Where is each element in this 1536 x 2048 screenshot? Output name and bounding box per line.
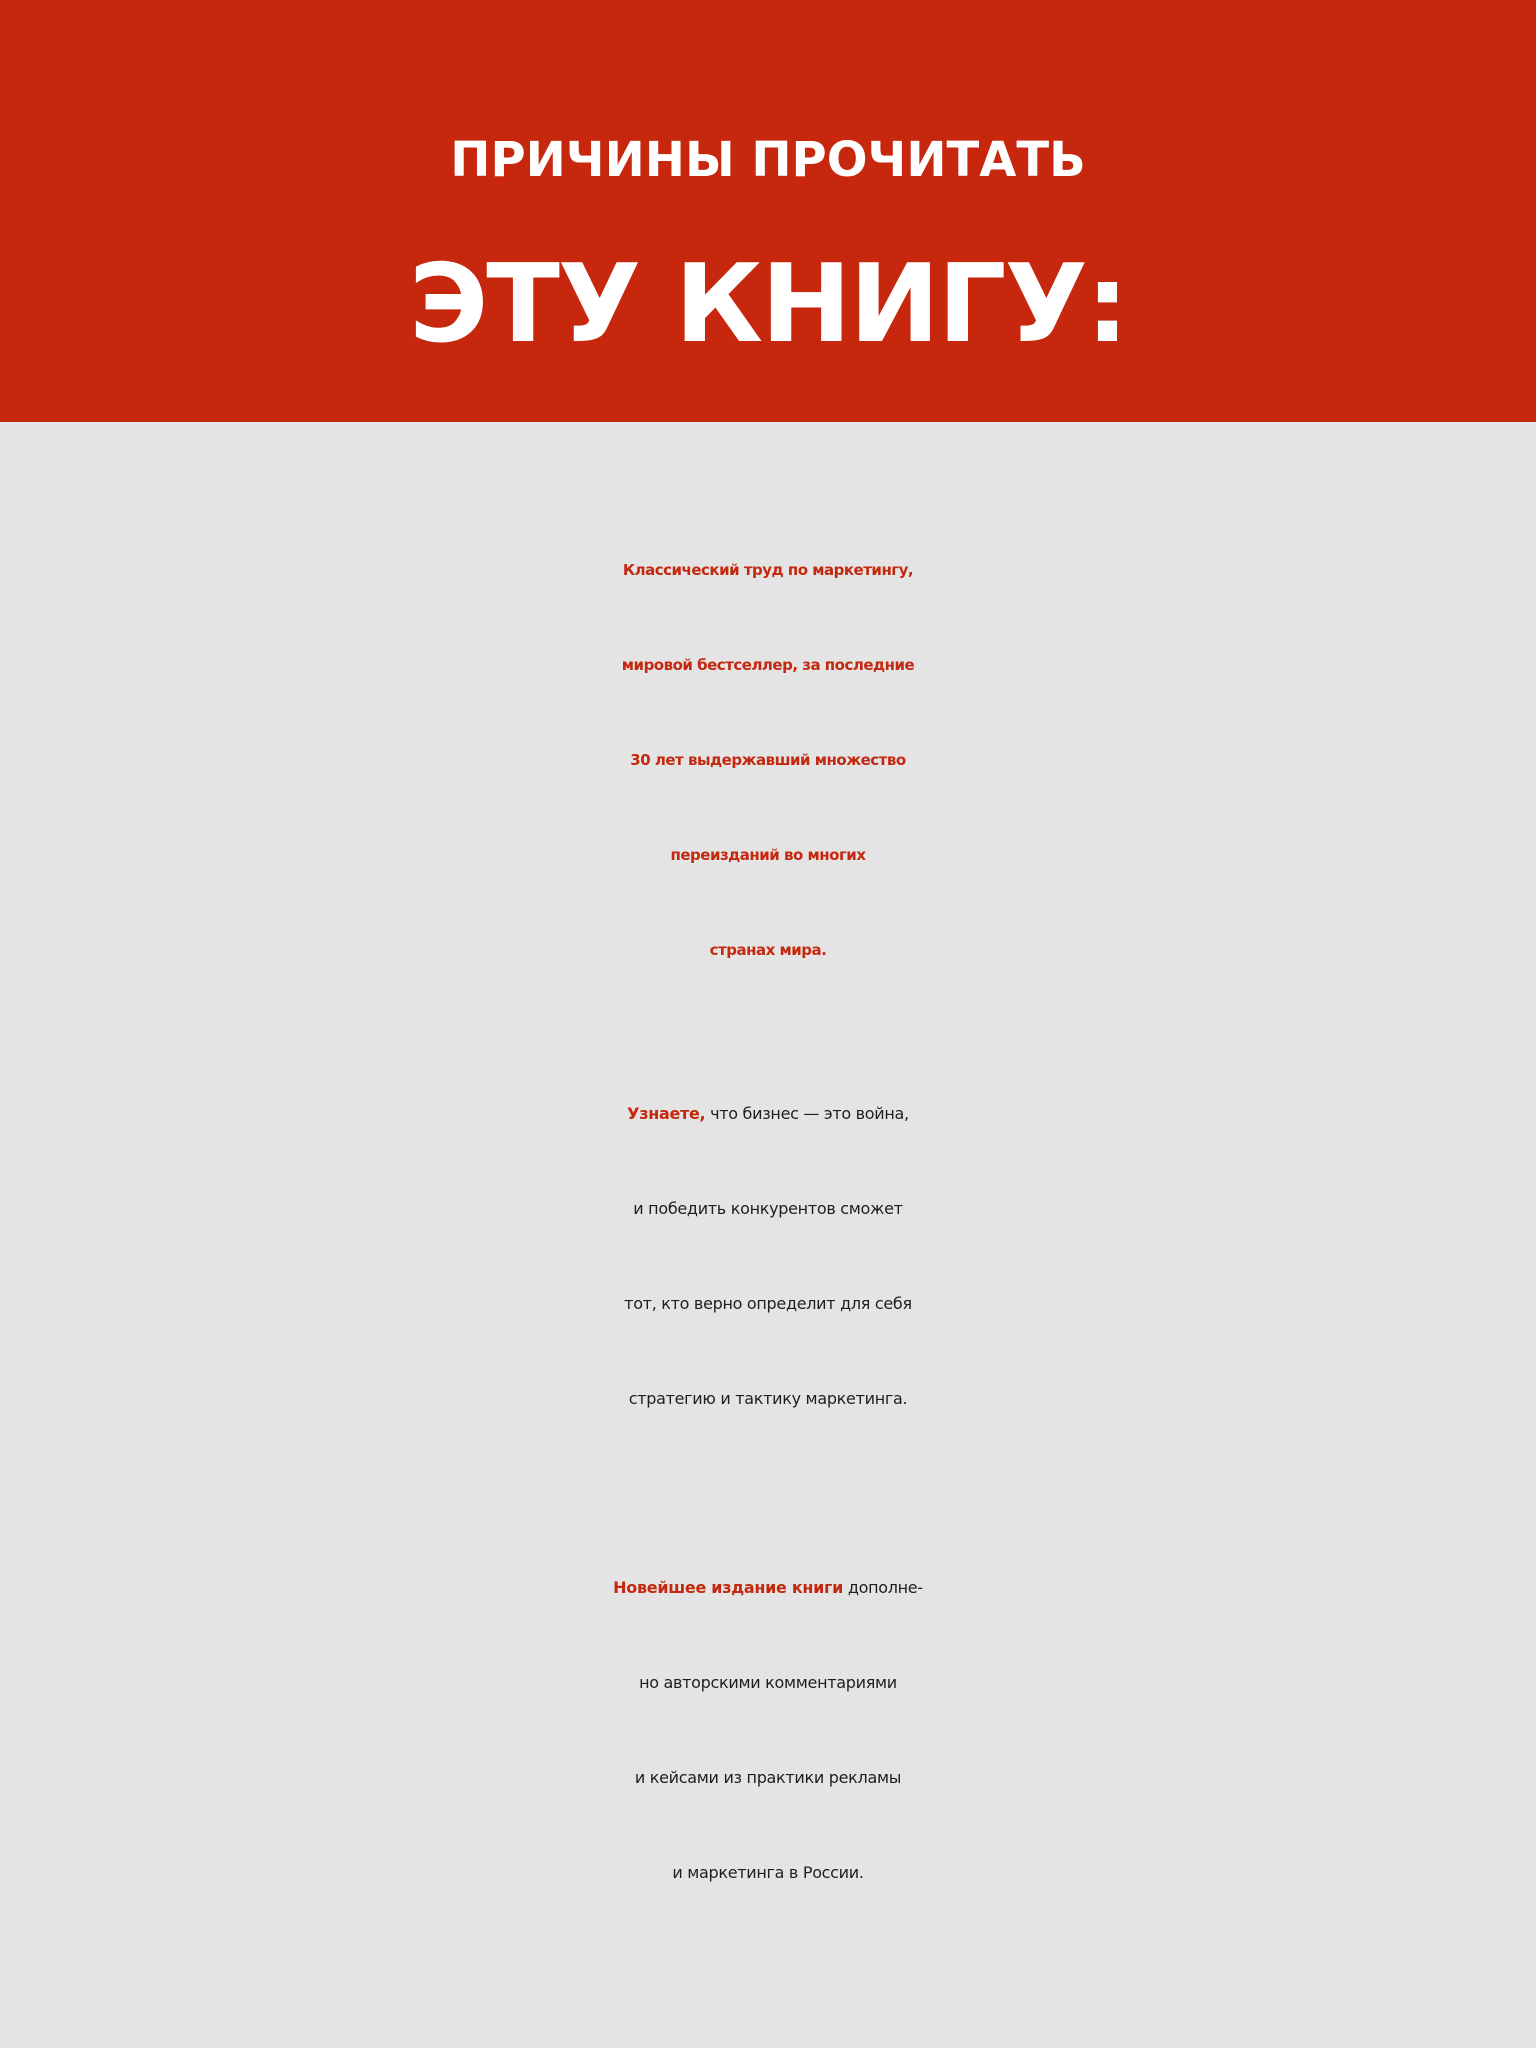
reason-new-edition (0, 1540, 1536, 1920)
reason-1-line-5: странах мира. (709, 941, 827, 959)
reason-2-line-4: стратегию и тактику маркетинга. (628, 1389, 908, 1408)
reason-1-line-2: мировой бестселлер, за последние (621, 656, 915, 674)
reason-business-is-war (0, 1066, 1536, 1446)
reason-2-line-3: тот, кто верно определит для себя (624, 1294, 912, 1313)
header-title-line-1: ПРИЧИНЫ ПРОЧИТАТЬ (450, 132, 1086, 188)
reason-3-line-3: и кейсами из практики рекламы (634, 1768, 902, 1787)
reason-2-line-1 (0, 1066, 1536, 1161)
reason-2-line-2: и победить конкурентов сможет (633, 1199, 903, 1218)
reason-3-highlight: Новейшее издание книги (613, 1578, 844, 1597)
reason-3-line-2: но авторскими комментариями (639, 1673, 897, 1692)
reason-1-line-1: Классический труд по маркетингу, (622, 561, 914, 579)
reason-3-line-1-text: дополне- (843, 1578, 923, 1597)
reason-2-highlight: Узнаете, (627, 1104, 706, 1123)
header-banner (0, 0, 1536, 422)
reason-1-line-3: 30 лет выдержавший множество (630, 751, 906, 769)
reason-classic-bestseller (0, 523, 1536, 998)
reason-3-line-1 (0, 1540, 1536, 1635)
reason-3-line-4: и маркетинга в России. (672, 1863, 864, 1882)
reason-2-line-1-text: что бизнес — это война, (705, 1104, 909, 1123)
header-title-line-2: ЭТУ КНИГУ: (408, 242, 1128, 367)
reason-1-line-4: переизданий во многих (670, 846, 866, 864)
